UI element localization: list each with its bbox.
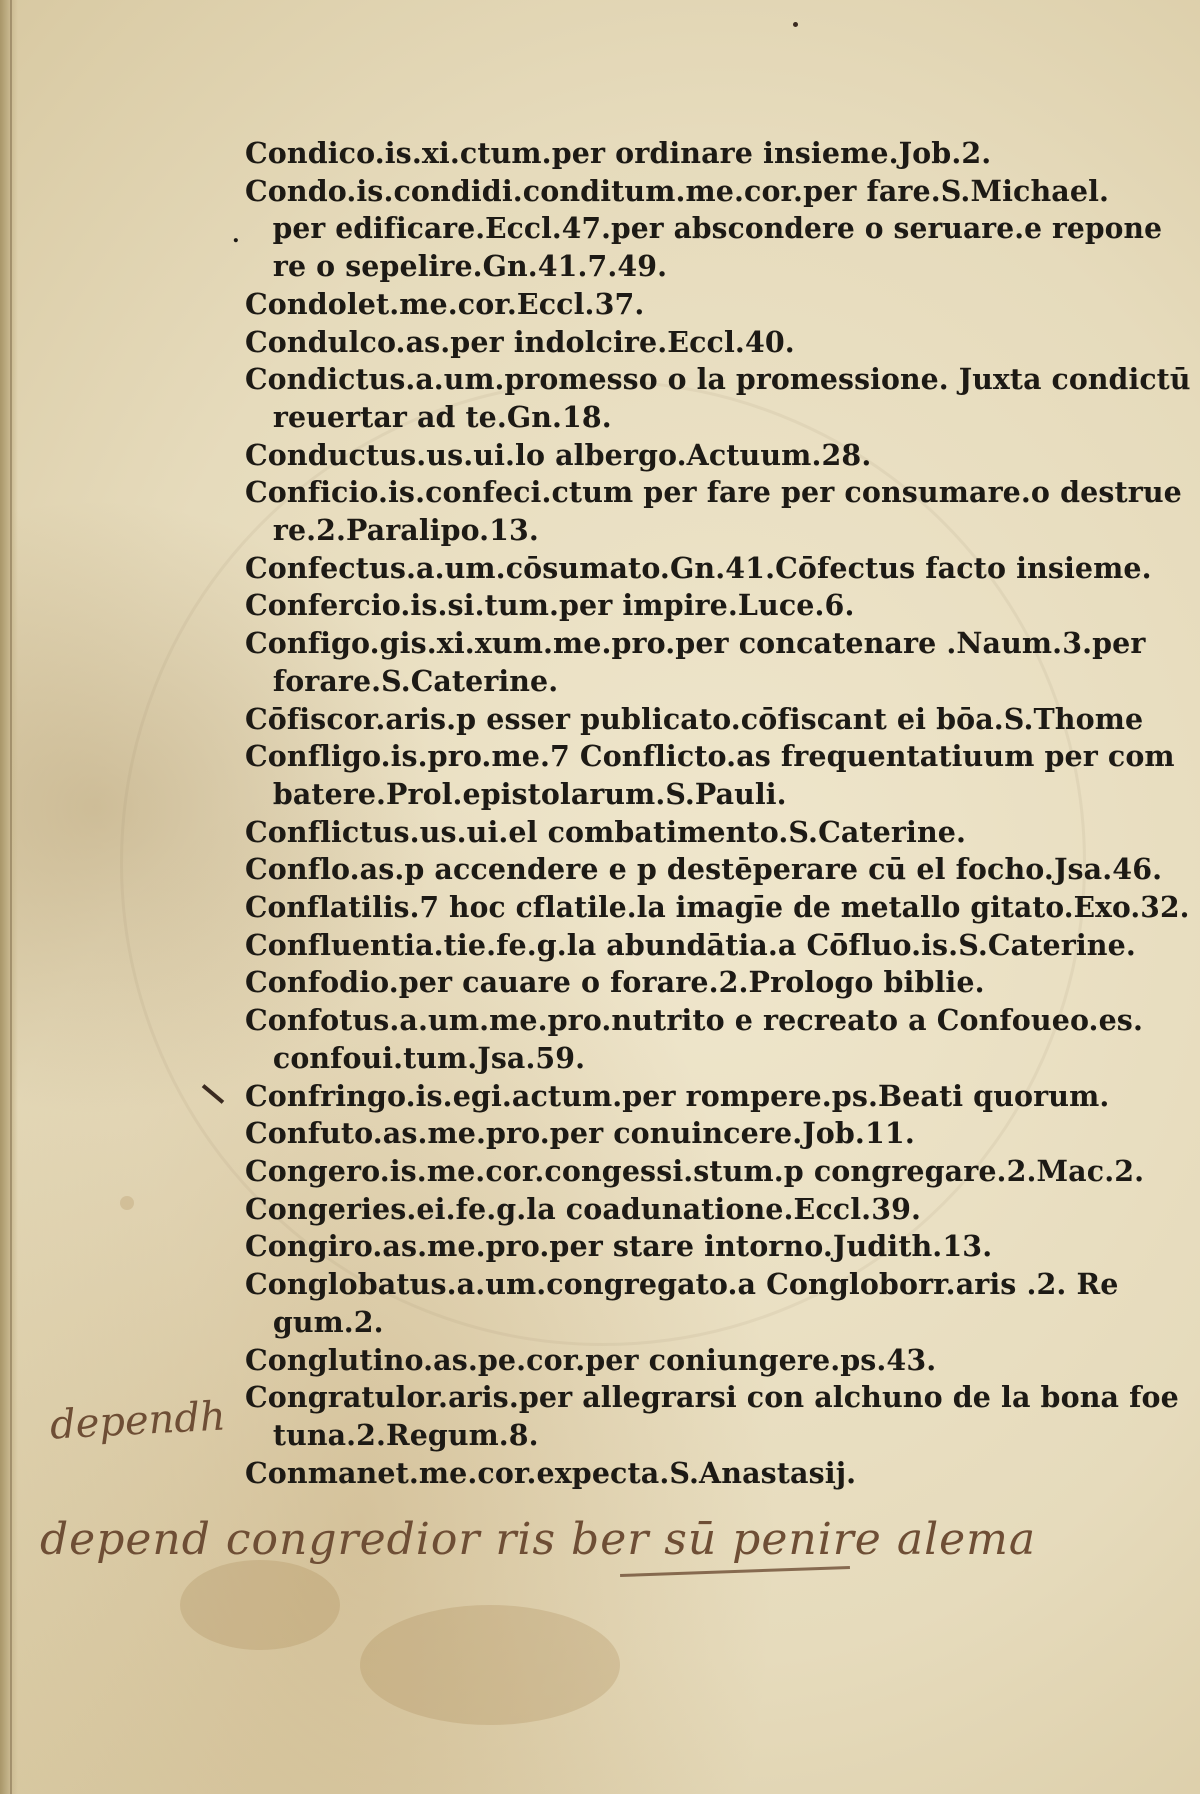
entry-text: Confercio.is.si.tum.per impire.Luce.6. <box>245 588 855 623</box>
entry-line <box>245 1078 1165 1116</box>
entry-text: Congeries.ei.fe.g.la coadunatione.Eccl.39. <box>245 1191 922 1226</box>
entry-continuation-line <box>245 776 1165 814</box>
entry-text: per edificare.Eccl.47.per abscondere o seruare.e repone <box>272 211 1163 246</box>
entry-text: Condo.is.condidi.conditum.me.cor.per fare.S.Michael. <box>245 173 1110 208</box>
entry-text: Condulco.as.per indolcire.Eccl.40. <box>245 324 795 359</box>
entry-line <box>245 1153 1165 1191</box>
entry-text: Conflatilis.7 hoc cflatile.la imagīe de metallo gitato.Exo.32. <box>245 890 1190 925</box>
handwritten-margin-note: dependh <box>48 1393 227 1449</box>
entry-text: Confuto.as.me.pro.per conuincere.Job.11. <box>245 1116 915 1151</box>
entry-text: Confodio.per cauare o forare.2.Prologo biblie. <box>245 965 985 1000</box>
entry-line <box>245 1455 1165 1493</box>
entry-line <box>245 851 1165 889</box>
entry-text: re o sepelire.Gn.41.7.49. <box>272 249 668 284</box>
entry-line <box>245 1115 1165 1153</box>
entry-line <box>245 1379 1179 1417</box>
entry-continuation-line <box>245 663 1165 701</box>
entry-continuation-line <box>245 399 1165 437</box>
entry-text: reuertar ad te.Gn.18. <box>272 399 612 434</box>
paper-stain <box>360 1605 620 1725</box>
paper-stain <box>180 1560 340 1650</box>
entry-text: Confringo.is.egi.actum.per rompere.ps.Beati quorum. <box>245 1078 1110 1113</box>
entry-text: Conglobatus.a.um.congregato.a Congloborr.aris .2. Re <box>245 1267 1119 1302</box>
entry-line <box>245 437 1165 475</box>
page-gutter-line <box>10 0 12 1794</box>
entry-text: gum.2. <box>272 1304 384 1339</box>
entry-line <box>245 964 1165 1002</box>
entry-line <box>245 1002 1165 1040</box>
entry-line <box>245 889 1190 927</box>
entry-line <box>245 814 1165 852</box>
entry-continuation-line <box>245 248 1165 286</box>
entry-text: re.2.Paralipo.13. <box>272 513 539 548</box>
entry-line <box>245 1191 1165 1229</box>
entry-text: batere.Prol.epistolarum.S.Pauli. <box>272 776 787 811</box>
entry-line <box>245 1342 1165 1380</box>
entry-line <box>245 324 1165 362</box>
entry-text: Conglutino.as.pe.cor.per coniungere.ps.43. <box>245 1342 937 1377</box>
entry-text: Congero.is.me.cor.congessi.stum.p congregare.2.Mac.2. <box>245 1153 1145 1188</box>
entry-text: tuna.2.Regum.8. <box>272 1417 539 1452</box>
entry-continuation-line <box>245 210 1165 248</box>
entry-text: Conmanet.me.cor.expecta.S.Anastasij. <box>245 1455 857 1490</box>
entry-text: Confligo.is.pro.me.7 Conflicto.as frequentatiuum per com <box>245 739 1175 774</box>
entry-line <box>245 738 1175 776</box>
entry-line <box>245 550 1165 588</box>
entry-text: Confotus.a.um.me.pro.nutrito e recreato a Confoueo.es. <box>245 1003 1143 1038</box>
entry-line <box>245 173 1165 211</box>
entry-line <box>245 361 1191 399</box>
entry-text: Condico.is.xi.ctum.per ordinare insieme.Job.2. <box>245 136 992 170</box>
entry-line <box>245 474 1182 512</box>
handwritten-footer-note: depend congredior ris ber sū penire alema <box>40 1514 1037 1565</box>
entry-text: Conficio.is.confeci.ctum per fare per consumare.o destrue <box>245 475 1182 510</box>
entry-continuation-line <box>245 1040 1165 1078</box>
entry-line <box>245 286 1165 324</box>
entry-line <box>245 587 1165 625</box>
entry-text: Conflictus.us.ui.el combatimento.S.Caterine. <box>245 814 967 849</box>
entry-text: Condictus.a.um.promesso o la promessione. Juxta condictū <box>245 362 1191 397</box>
paper-stain <box>120 1196 134 1210</box>
entry-line <box>245 701 1165 739</box>
entry-text: forare.S.Caterine. <box>272 663 559 698</box>
entry-text: Configo.gis.xi.xum.me.pro.per concatenare .Naum.3.per <box>245 626 1146 661</box>
entry-text: Congiro.as.me.pro.per stare intorno.Judith.13. <box>245 1229 993 1264</box>
entry-text: Cōfiscor.aris.p esser publicato.cōfiscant ei bōa.S.Thome <box>245 701 1144 736</box>
entry-text: Confectus.a.um.cōsumato.Gn.41.Cōfectus facto insieme. <box>245 550 1152 585</box>
entry-text: Confluentia.tie.fe.g.la abundātia.a Cōfluo.is.S.Caterine. <box>245 927 1136 962</box>
ink-dot <box>793 22 798 27</box>
entry-line <box>245 625 1165 663</box>
page-gutter-edge <box>0 0 18 1794</box>
entry-text: Conductus.us.ui.lo albergo.Actuum.28. <box>245 437 872 472</box>
entry-line <box>245 927 1165 965</box>
entry-continuation-line <box>245 1304 1165 1342</box>
entry-continuation-line <box>245 1417 1165 1455</box>
entry-text: Conflo.as.p accendere e p destēperare cū el focho.Jsa.46. <box>245 852 1163 887</box>
entry-continuation-line <box>245 512 1165 550</box>
entry-text: Condolet.me.cor.Eccl.37. <box>245 286 645 321</box>
entry-line <box>245 1266 1165 1304</box>
entry-line <box>245 135 1165 173</box>
entry-text: Congratulor.aris.per allegrarsi con alchuno de la bona foe <box>245 1380 1179 1415</box>
entry-text: confoui.tum.Jsa.59. <box>272 1040 586 1075</box>
entry-line <box>245 1228 1165 1266</box>
dictionary-text-block <box>245 135 1191 1492</box>
marginal-dot: . <box>232 222 240 248</box>
handwritten-underline <box>620 1566 850 1577</box>
